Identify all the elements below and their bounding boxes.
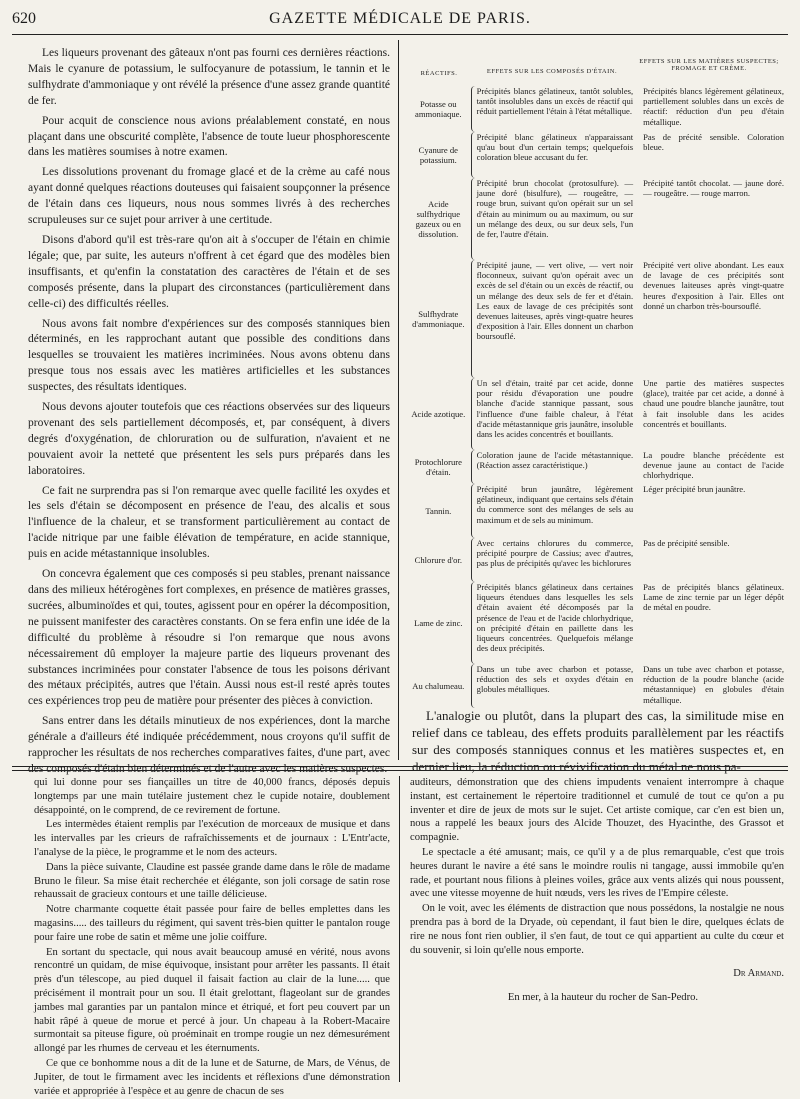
paragraph: Les intermèdes étaient remplis par l'exécution de morceaux de musique et dans les intervalles par les crieurs de rafraîchissements et de journaux : L'Entr'acte, l'analyse de la pièce, le programme et le nom des acteurs. bbox=[34, 819, 390, 858]
column-divider bbox=[398, 40, 399, 760]
page-number: 620 bbox=[12, 10, 36, 27]
tin-effect-cell: Précipité brun chocolat (protosulfure). — jaune doré (bisulfure), — rougeâtre, — rouge brun, suivant qu'on opérait sur un sel d'étain au minimum ou au maximum, ou sur un mélange des deux, ou sur deux sels, l'un de fer, l'autre d'étain. bbox=[471, 178, 638, 260]
reagent-cell: Lame de zinc. bbox=[414, 617, 463, 628]
feuilleton-divider bbox=[399, 776, 400, 1082]
paragraph: Sans entrer dans les détails minutieux de nos expériences, dont la marche générale a d'ailleurs été indiquée précédemment, nous croyons qu'il suffit de rapprocher les résultats de nos recherches comparatives faites, d'une part, avec des composés d'étain bien déterminés et de l'autre avec les matières suspectes. bbox=[28, 715, 390, 775]
suspect-effect-cell: Pas de précipités blancs gélatineux. Lame de zinc ternie par un léger dépôt de métal en poudre. bbox=[643, 582, 784, 613]
paragraph: Notre charmante coquette était passée pour faire de belles emplettes dans les magasins..... des tailleurs du régiment, qui savent très-bien quitter le pantalon rouge pour faire une robe de satin et même une jolie coiffure. bbox=[34, 904, 390, 943]
reagent-cell: Au chalumeau. bbox=[412, 680, 465, 691]
table-row bbox=[408, 86, 784, 132]
conclusion-text bbox=[412, 707, 784, 775]
place-line: En mer, à la hauteur du rocher de San-Pedro. bbox=[507, 992, 699, 1004]
table-row bbox=[408, 178, 784, 260]
table-row bbox=[408, 378, 784, 450]
reagent-cell: Acide sulfhydrique gazeux ou en dissolution. bbox=[415, 198, 461, 240]
paragraph: qui lui donne pour ses fiançailles un titre de 40,000 francs, déposés depuis longtemps par une main tutélaire justement chez le cupide notaire, doublement désappointé, on le comprend, de ce revirement de fortune. bbox=[34, 777, 390, 816]
suspect-effect-cell: Pas de précipité sensible. bbox=[643, 538, 730, 548]
feuilleton-right-column bbox=[410, 776, 784, 1006]
paragraph: Dans la pièce suivante, Claudine est passée grande dame dans le rôle de madame Bruno le fileur. Sa mise était recherchée et élégante, son joli corsage de satin rose rehaussait de gracieux contours et une taille délicieuse. bbox=[34, 861, 390, 901]
masthead-title: GAZETTE MÉDICALE DE PARIS. bbox=[269, 10, 531, 27]
reaction-table bbox=[408, 58, 784, 708]
page-header bbox=[12, 10, 788, 32]
paragraph: Nous devons ajouter toutefois que ces réactions observées sur des liqueurs provenant des sels partiellement décomposés, et, par conséquent, à divers degrés d'oxygénation, de chloruration ou de sulfuration, n'avaient et ne pouvaient avoir la netteté que présentent les sels purs préparés dans les laboratoires. bbox=[28, 401, 390, 477]
paragraph: Ce que ce bonhomme nous a dit de la lune et de Saturne, de Mars, de Vénus, de Jupiter, de tout le firmament avec les incidents et réflexions d'une démonstration variée et appropriée à l'espèce et au genre de chacun de ses bbox=[34, 1057, 390, 1097]
suspect-effect-cell: Précipité tantôt chocolat. — jaune doré. — rougeâtre. — rouge marron. bbox=[643, 178, 784, 199]
reagent-cell: Sulfhydrate d'ammoniaque. bbox=[412, 308, 465, 329]
suspect-effect-cell: Une partie des matières suspectes (glace), traitée par cet acide, a donné à chaud une poudre blanche jaunâtre, tout à fait insoluble dans les acides concentrés et bouillants. bbox=[643, 378, 784, 429]
table-header bbox=[408, 58, 784, 86]
tin-effect-cell: Dans un tube avec charbon et potasse, réduction des sels et oxydes d'étain en globules métalliques. bbox=[471, 664, 638, 708]
suspect-effect-cell: Précipités blancs légèrement gélatineux, partiellement solubles dans un excès de réactif: réduction d'un peu d'étain métallique. bbox=[643, 86, 784, 127]
paragraph: L'analogie ou plutôt, dans la plupart des cas, la similitude mise en relief dans ce tableau, des effets produits parallèlement par les réactifs sur des composés stanniques connus et les matières suspectes et, en dernier lieu, la réduction ou révivification du métal ne nous pa- bbox=[412, 708, 784, 774]
table-row bbox=[408, 260, 784, 378]
table-row bbox=[408, 538, 784, 582]
tin-effect-cell: Précipité blanc gélatineux n'apparaissant qu'au bout d'un certain temps; quelquefois coloration bleue accusant du fer. bbox=[471, 132, 638, 178]
suspect-effect-cell: Précipité vert olive abondant. Les eaux de lavage de ces précipités sont devenues laiteuses après vingt-quatre heures d'exposition à l'air. Elles ont donné un charbon très-boursouflé. bbox=[643, 260, 784, 311]
tin-effect-cell: Avec certains chlorures du commerce, précipité pourpre de Cassius; avec d'autres, pas plus de précipités qu'avec les bichlorures bbox=[471, 538, 638, 582]
header-reagents: RÉACTIFS. bbox=[420, 70, 458, 77]
paragraph: Disons d'abord qu'il est très-rare qu'on ait à s'occuper de l'étain en chimie légale; que, par suite, les auteurs n'offrent à cet égard que des modèles bien insuffisants, et qu'enfin la constatation des caractères de l'étain et de ses composés présente, dans la plupart des circonstances (particulièrement dans celle-ci) des difficultés réelles. bbox=[28, 233, 390, 310]
tin-effect-cell: Précipités blancs gélatineux dans certaines liqueurs étendues dans lesquelles les sels d'étain avaient été décomposés par la présence de l'eau et de l'acide chlorhydrique, on précipité d'étain en paillette dans les liqueurs concentrées. Quelquefois mélange des deux précipités. bbox=[471, 582, 638, 664]
paragraph: Les liqueurs provenant des gâteaux n'ont pas fourni ces dernières réactions. Mais le cyanure de potassium, le sulfocyanure de potassium, le tannin et le sulfhydrate d'ammoniaque y ont révélé la présence d'une assez grande quantité de fer. bbox=[28, 47, 390, 107]
header-suspect-effects: EFFETS SUR LES MATIÈRES SUSPECTES; FROMAGE ET CRÈME. bbox=[639, 58, 779, 72]
tin-effect-cell: Un sel d'étain, traité par cet acide, donne pour résidu d'évaporation une poudre blanche d'acide stannique passant, sous l'influence d'une faible chaleur, à l'état d'acide métastannique gris jaunâtre, insoluble dans les acides concentrés et bouillants. bbox=[471, 378, 638, 450]
paragraph: En sortant du spectacle, qui nous avait beaucoup amusé en vérité, nous avons rencontré un quidam, de mise équivoque, insistant pour arrêter les passants. Il était près d'un télescope, au pied duquel il faisait faction au clair de la lune..... que précisément il montrait pour un sou. Il était grelottant, flageolant sur de grandes jambes mal garanties par un pantalon mince et étriqué, et fort peu couvert par un habit râpé à queue de morue et percé à jour. Un chapeau à la Robert-Macaire surmontait sa piteuse figure, où proéminait en trompe rougie un nez démesurément allongé par les rhumes de cerveau et les éternuments. bbox=[34, 946, 390, 1055]
paragraph: Pour acquit de conscience nous avions préalablement constaté, en nous plaçant dans une obscurité complète, l'absence de toute lueur phosphorescente dans les matières soumises à notre examen. bbox=[28, 114, 390, 159]
tin-effect-cell: Précipité jaune, — vert olive, — vert noir floconneux, suivant qu'on opérait avec un excès de sel d'étain ou un excès de réactif, ou un mélange des deux sels de fer et d'étain. Les eaux de lavage de ces précipités sont devenues laiteuses, après vingt-quatre heures d'exposition à l'air. Elles donnent un charbon boursouflé. bbox=[471, 260, 638, 378]
paragraph: Ce fait ne surprendra pas si l'on remarque avec quelle facilité les oxydes et les sels d'étain se décomposent en présence de l'eau, des alcalis et sous l'influence de la chaleur, et se transforment particulièrement au contact de l'acide nitrique par une faible élévation de température, en acide stannique, puis en acide métastannique insolubles. bbox=[28, 484, 390, 561]
reagent-cell: Acide azotique. bbox=[411, 408, 466, 419]
tin-effect-cell: Coloration jaune de l'acide métastannique. (Réaction assez caractéristique.) bbox=[471, 450, 638, 484]
paragraph: auditeurs, démonstration que des chiens impudents venaient interrompre à chaque instant, est certainement le répertoire traditionnel et cumulé de tout ce qu'on a pu inventer et dire de jeux de mots sur le sujet. Cet artiste comique, car c'en est bien un, nous a rappelé les beaux jours des Alcide Thouzet, des Hyacinthe, des Grassot et compagnie. bbox=[410, 777, 784, 844]
table-row bbox=[408, 132, 784, 178]
suspect-effect-cell: Dans un tube avec charbon et potasse, réduction de la poudre blanche (acide métastannique) en globules d'étain métallique. bbox=[643, 664, 784, 705]
signature: Dr Armand. bbox=[733, 968, 784, 980]
paragraph: Le spectacle a été amusant; mais, ce qu'il y a de plus remarquable, c'est que trois heures durant le navire a été sans le moindre roulis ni tangage, aussi immobile qu'en rade, et pourtant nous filions à pleines voiles, grâce aux vents alizés qui nous poussent, avec une vitesse moyenne de huit nœuds, vers les rives de l'Empire céleste. bbox=[410, 846, 784, 900]
feuilleton-rule-thin bbox=[12, 770, 788, 771]
reagent-cell: Potasse ou ammoniaque. bbox=[415, 98, 462, 119]
reagent-cell: Cyanure de potassium. bbox=[418, 144, 458, 165]
table-row bbox=[408, 484, 784, 538]
paragraph: On le voit, avec les éléments de distraction que nous possédons, la nostalgie ne nous prendra pas à bord de la Dryade, où cependant, il faut bien le dire, quelques éclats de rire ne nous font rien oublier, il s'en faut, de tout ce qui appartient au culte du cœur et du souvenir, si loin qu'elle nous emporte. bbox=[410, 903, 784, 956]
reagent-cell: Chlorure d'or. bbox=[414, 554, 462, 565]
left-column bbox=[28, 46, 390, 782]
tin-effect-cell: Précipités blancs gélatineux, tantôt solubles, tantôt insolubles dans un excès de réactif qui réduit partiellement l'étain à l'état métallique. bbox=[471, 86, 638, 132]
header-rule bbox=[12, 34, 788, 35]
paragraph: Nous avons fait nombre d'expériences sur des composés stanniques bien déterminés, en les rapprochant autant que possible des conditions dans lesquelles se trouvaient les matières incriminées. Nous avons obtenu dans presque tous nos essais avec les matières artificielles et les substances suspectes, des résultats identiques. bbox=[28, 317, 390, 394]
paragraph: On concevra également que ces composés si peu stables, prenant naissance dans des milieux hétérogènes fort complexes, en présence de matières grasses, sucrées, albuminoïdes et qui, toutes, agissent pour en opérer la décomposition, ne puissent manifester des caractères constants. On se fera enfin une idée de la difficulté du problème à résoudre si l'on remarque que nous avons nécessairement dû employer la majeure partie des liqueurs provenant des substances incriminées pour constater l'absence de tous les poisons dérivant des métaux précipités, autres que l'étain. Aussi nous est-il resté après toutes ces expériences trop peu de matière pour présenter des pièces à conviction. bbox=[28, 568, 390, 708]
reagent-cell: Tannin. bbox=[425, 505, 452, 516]
table-row bbox=[408, 664, 784, 708]
table-row bbox=[408, 450, 784, 484]
table-row bbox=[408, 582, 784, 664]
header-tin-effects: EFFETS SUR LES COMPOSÉS D'ÉTAIN. bbox=[486, 68, 618, 75]
feuilleton-rule bbox=[12, 766, 788, 767]
suspect-effect-cell: Pas de précité sensible. Coloration bleue. bbox=[643, 132, 784, 153]
suspect-effect-cell: Léger précipité brun jaunâtre. bbox=[643, 484, 746, 494]
suspect-effect-cell: La poudre blanche précédente est devenue jaune au contact de l'acide chlorhydrique. bbox=[643, 450, 784, 481]
reagent-cell: Protochlorure d'étain. bbox=[414, 456, 462, 477]
paragraph: Les dissolutions provenant du fromage glacé et de la crème au café nous ayant donné quelques réactions douteuses qui faisaient soupçonner la présence de l'étain dans ces liqueurs, nous nous sommes livrés à des recherches scrupuleuses sur ce sujet pour arriver à une certitude. bbox=[28, 166, 390, 227]
feuilleton-left-column bbox=[34, 776, 390, 1099]
tin-effect-cell: Précipité brun jaunâtre, légèrement gélatineux, indiquant que certains sels d'étain du commerce sont des mélanges de sels au maximum et de sels au minimum. bbox=[471, 484, 638, 538]
